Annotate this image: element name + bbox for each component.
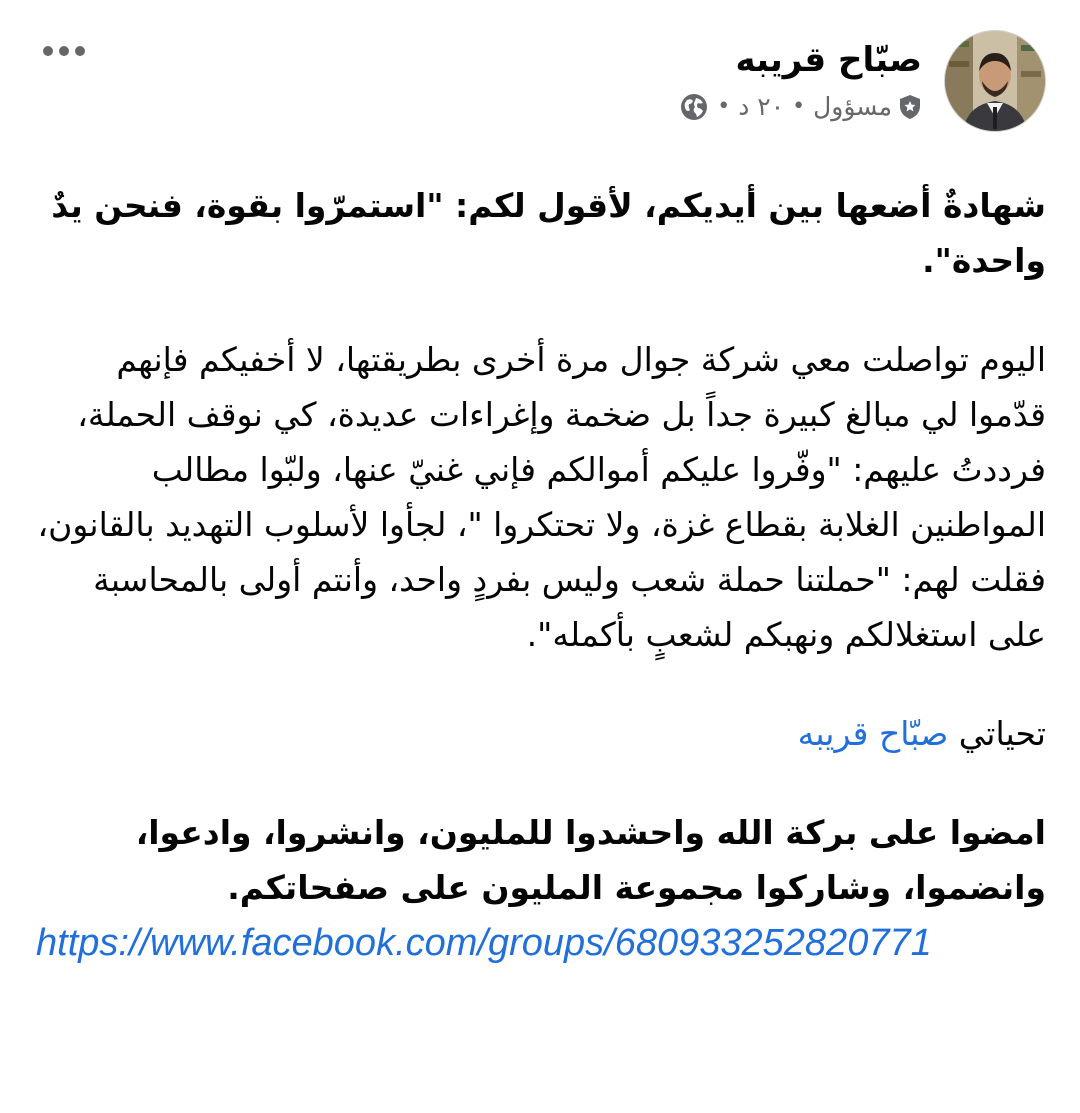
call-to-action: امضوا على بركة الله واحشدوا للمليون، وانشروا، وادعوا، وانضموا، وشاركوا مجموعة المليون على صفحاتكم. [135,813,1046,907]
author-info [679,38,922,122]
meta-separator: • [792,94,806,119]
author-mention-link[interactable]: صبّاح قريبه [797,714,949,753]
author-role: مسؤول [813,92,892,121]
post-time[interactable]: ٢٠ د [738,92,785,121]
person-photo-icon [945,31,1045,131]
author-avatar[interactable] [944,30,1046,132]
post-header [34,30,1046,140]
group-link[interactable]: https://www.facebook.com/groups/680933252820771 [36,922,932,964]
post-headline: شهادةٌ أضعها بين أيديكم، لأقول لكم: "استمرّوا بقوة، فنحن يدٌ واحدة". [51,186,1046,280]
post-meta [679,92,922,122]
greeting-prefix: تحياتي [958,714,1046,753]
post-paragraph: اليوم تواصلت معي شركة جوال مرة أخرى بطريقتها، لا أخفيكم فإنهم قدّموا لي مبالغ كبيرة جداً بل ضخمة وإغراءات عديدة، كي نوقف الحملة، فرددتُ عليهم: "وفّروا عليكم أموالكم فإني غنيّ عنها، ولبّوا مطالب المواطنين الغلابة بقطاع غزة، ولا تحتكروا "، لجأوا لأسلوب التهديد بالقانون، فقلت لهم: "حملتنا حملة شعب وليس بفردٍ واحد، وأنتم أولى بالمحاسبة على استغلالكم ونهبكم لشعبٍ بأكمله". [37,340,1046,654]
globe-icon[interactable] [679,92,709,122]
greeting-line [34,706,1046,761]
ellipsis-icon [42,45,86,57]
admin-badge-icon [898,94,922,120]
author-name[interactable]: صبّاح قريبه [735,40,922,80]
meta-separator: • [717,94,731,119]
post-body [34,178,1046,971]
more-options-button[interactable] [34,36,94,66]
